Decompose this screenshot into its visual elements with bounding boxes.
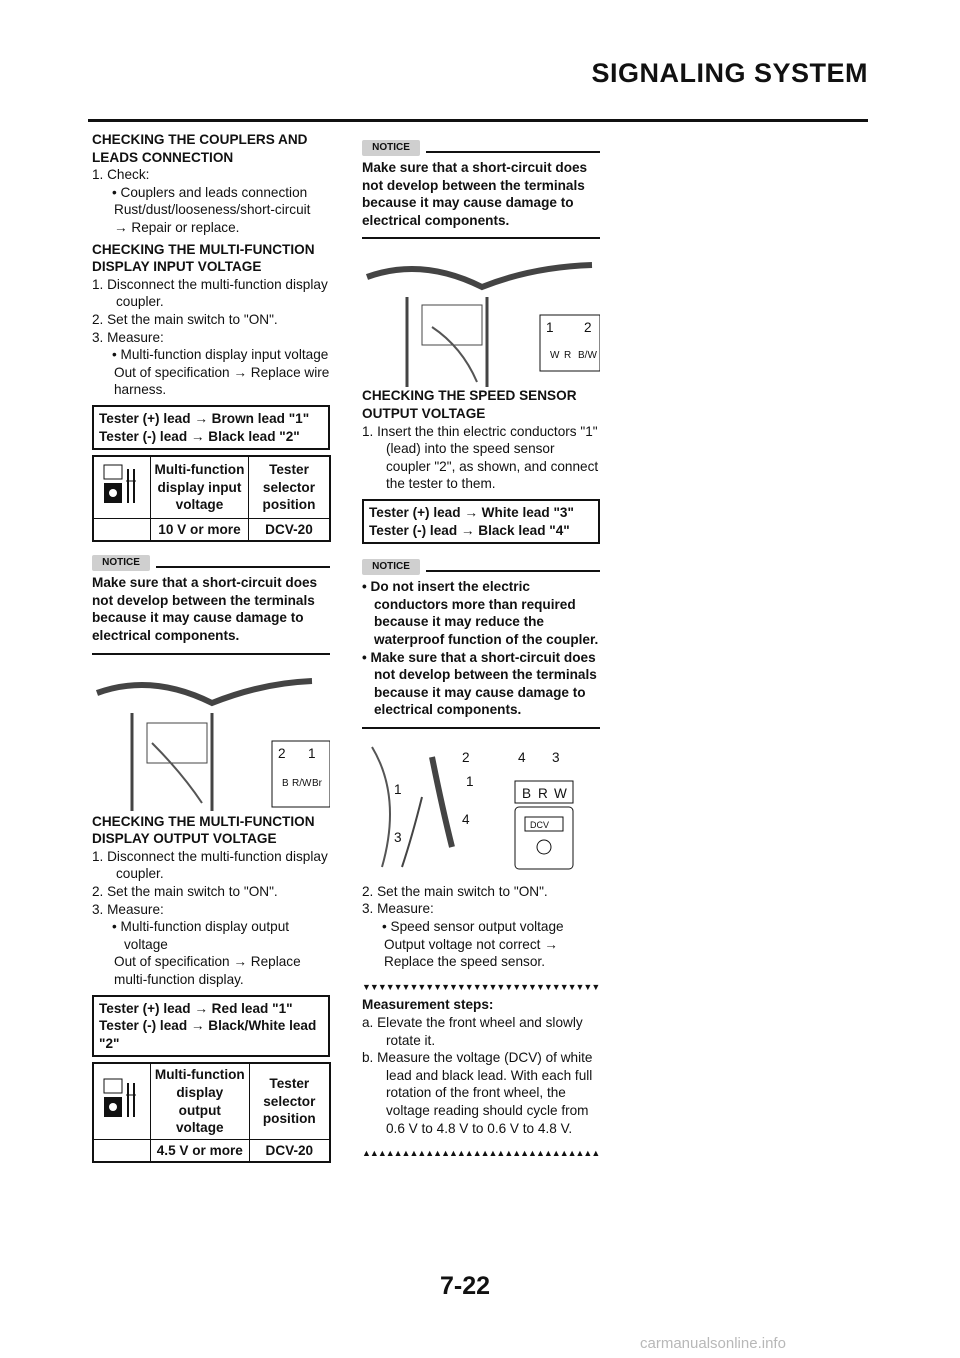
bullet: • Multi-function display input voltage <box>112 347 329 363</box>
tester-minus: Tester (-) lead → Black lead "2" <box>99 428 300 444</box>
step: b. Measure the voltage (DCV) of white lead and black lead. With each full rotation of the front wheel, the voltage reading should cycle from 0.6 V to 4.8 V to 0.6 V to 4.8 V. <box>362 1050 593 1136</box>
spec-header: Multi-function display output voltage <box>151 1063 250 1139</box>
step: 2. Set the main switch to "ON". <box>92 311 278 327</box>
spec-value: 10 V or more <box>151 518 249 541</box>
header-rule <box>88 119 868 122</box>
notice-tag: NOTICE <box>362 140 420 156</box>
step: 3. Measure: <box>92 329 164 345</box>
connector-pin: Br <box>312 777 322 789</box>
down-triangle-rule: ▼▼▼▼▼▼▼▼▼▼▼▼▼▼▼▼▼▼▼▼▼▼▼▼▼▼▼▼▼▼ <box>362 981 600 992</box>
detail: Out of specification → Replace multi-function display. <box>114 954 301 987</box>
notice-tag: NOTICE <box>92 555 150 571</box>
step: a. Elevate the front wheel and slowly rotate it. <box>362 1015 583 1048</box>
tester-minus: Tester (-) lead → Black/White lead "2" <box>99 1018 317 1051</box>
multimeter-icon <box>93 1063 151 1139</box>
bullet: • Multi-function display output voltage <box>112 919 290 952</box>
notice-header <box>362 556 600 578</box>
footer-watermark: carmanualsonline.info <box>640 1335 786 1352</box>
right-column <box>362 131 600 1163</box>
detail: Rust/dust/looseness/short-circuit <box>114 202 311 218</box>
connector-pin: R/W <box>292 777 312 789</box>
bullet: • Couplers and leads connection <box>112 184 308 200</box>
figure-speed-sensor-test <box>362 737 600 877</box>
detail: Output voltage not correct → Replace the speed sensor. <box>384 936 558 970</box>
notice-bullet: • Make sure that a short-circuit does not develop between the terminals because it may cause damage to electrical components. <box>362 649 597 718</box>
bullet: • Speed sensor output voltage <box>382 919 564 935</box>
step: 1. Disconnect the multi-function display coupler. <box>92 276 328 310</box>
step: 2. Set the main switch to "ON". <box>92 884 278 900</box>
tester-plus: Tester (+) lead → Red lead "1" <box>99 1000 293 1016</box>
spec-header: Tester selector position <box>249 1063 330 1139</box>
section-heading-couplers: CHECKING THE COUPLERS AND LEADS CONNECTION <box>92 132 308 165</box>
tester-plus: Tester (+) lead → White lead "3" <box>369 504 574 520</box>
notice-text: Make sure that a short-circuit does not develop between the terminals because it may cause damage to electrical components. <box>362 160 588 228</box>
connector-pin: B <box>522 785 532 801</box>
notice-tag: NOTICE <box>362 559 420 575</box>
section-heading-speed-sensor: CHECKING THE SPEED SENSOR OUTPUT VOLTAGE <box>362 388 577 421</box>
connector-pin: R <box>538 785 548 801</box>
callout: 4 <box>518 749 526 765</box>
notice-text: Make sure that a short-circuit does not develop between the terminals because it may cause damage to electrical components. <box>92 575 318 644</box>
step: 3. Measure: <box>362 901 434 917</box>
connector-pin: B <box>282 777 289 789</box>
tester-box <box>92 405 330 450</box>
callout: 1 <box>394 781 402 797</box>
up-triangle-rule: ▲▲▲▲▲▲▲▲▲▲▲▲▲▲▲▲▲▲▲▲▲▲▲▲▲▲▲▲▲▲ <box>362 1148 600 1159</box>
multimeter-icon <box>93 456 151 518</box>
callout: 2 <box>462 749 470 765</box>
step: 1. Check: <box>92 167 150 183</box>
meter-label: DCV <box>530 819 550 830</box>
spec-value: DCV-20 <box>248 518 330 541</box>
connector-pin: W <box>554 785 567 801</box>
left-column <box>92 131 330 1163</box>
step: 2. Set the main switch to "ON". <box>362 883 548 899</box>
callout-2: 2 <box>278 745 286 761</box>
figure-display-coupler <box>92 663 330 813</box>
notice-header <box>92 552 330 574</box>
spec-header: Tester selector position <box>248 456 330 518</box>
spec-table <box>92 1062 331 1163</box>
callout: 4 <box>462 811 470 827</box>
callout: 3 <box>552 749 560 765</box>
page-number: 7-22 <box>440 1272 491 1300</box>
spec-table <box>92 455 331 542</box>
callout-1: 1 <box>546 320 554 336</box>
connector-pin: W <box>550 350 560 362</box>
spec-value: DCV-20 <box>249 1139 330 1162</box>
tester-minus: Tester (-) lead → Black lead "4" <box>369 522 570 538</box>
spec-value: 4.5 V or more <box>151 1139 250 1162</box>
measurement-steps-heading: Measurement steps: <box>362 997 494 1013</box>
figure-speed-sensor-coupler <box>362 247 600 387</box>
step: 3. Measure: <box>92 901 164 917</box>
callout-1: 1 <box>308 745 316 761</box>
detail: Out of specification → Replace wire harness. <box>114 364 330 398</box>
step: 1. Disconnect the multi-function display coupler. <box>92 848 328 882</box>
step: 1. Insert the thin electric conductors "1" (lead) into the speed sensor coupler "2", as shown, and connect the tester to them. <box>362 423 599 492</box>
page-title: SIGNALING SYSTEM <box>591 58 868 88</box>
tester-box <box>92 995 330 1058</box>
connector-pin: R <box>564 350 572 362</box>
connector-pin: B/W <box>578 350 597 362</box>
spec-header: Multi-function display input voltage <box>151 456 249 518</box>
detail: → Repair or replace. <box>114 219 240 235</box>
notice-bullet: • Do not insert the electric conductors more than required because it may reduce the waterproof function of the coupler. <box>362 579 599 647</box>
section-heading-output-voltage: CHECKING THE MULTI-FUNCTION DISPLAY OUTPUT VOLTAGE <box>92 813 315 847</box>
notice-header <box>362 137 600 159</box>
callout: 1 <box>466 773 474 789</box>
tester-box <box>362 499 600 544</box>
callout: 3 <box>394 829 402 845</box>
callout-2: 2 <box>584 320 592 336</box>
section-heading-input-voltage: CHECKING THE MULTI-FUNCTION DISPLAY INPUT VOLTAGE <box>92 241 315 275</box>
tester-plus: Tester (+) lead → Brown lead "1" <box>99 410 310 426</box>
